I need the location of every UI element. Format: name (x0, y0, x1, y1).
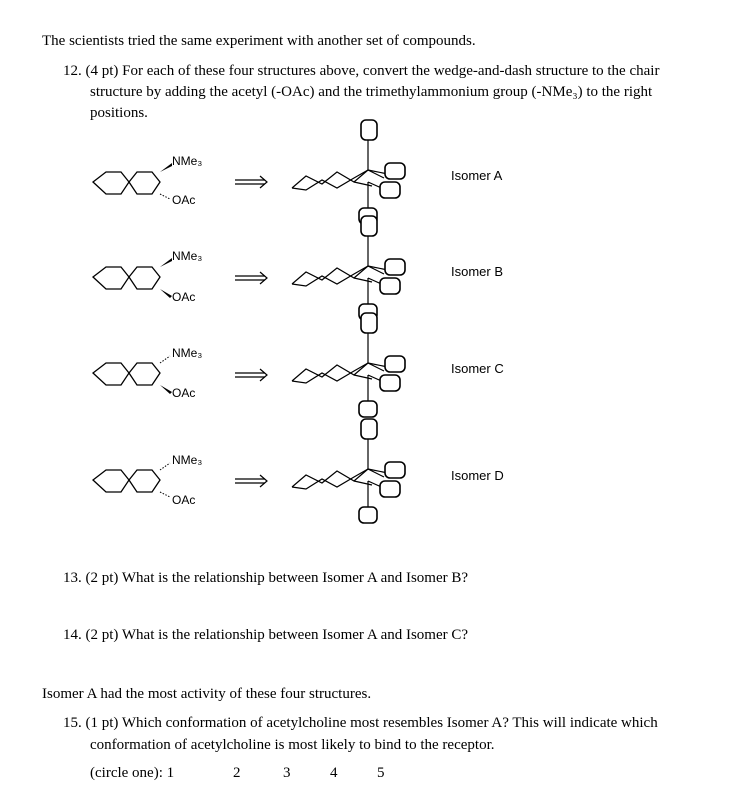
row-d-structure (93, 419, 405, 523)
row-c-label: Isomer C (451, 361, 504, 376)
choice-4[interactable]: 4 (330, 765, 338, 781)
choice-2[interactable]: 2 (233, 765, 241, 781)
circle-one-label: (circle one): 1 (90, 765, 175, 781)
row-c-bottom-group: OAc (172, 386, 196, 400)
question-12-number: 12. (63, 63, 82, 79)
row-a-top-group: NMe₃ (172, 154, 203, 168)
question-15: 15. (1 pt) Which conformation of acetylcholine most resembles Isomer A? This will indicate which conformation of acetylcholine is most likely to bind to the receptor. (63, 715, 658, 753)
row-d-top-group: NMe₃ (172, 453, 203, 467)
row-b-top-group: NMe₃ (172, 249, 203, 263)
row-a-bottom-group: OAc (172, 193, 196, 207)
row-a-structure (93, 120, 405, 224)
row-c-top-group: NMe₃ (172, 346, 203, 360)
row-b-structure (93, 216, 405, 320)
intro-text: The scientists tried the same experiment with another set of compounds. (42, 33, 476, 49)
row-a-label: Isomer A (451, 168, 503, 183)
row-c-structure (93, 313, 405, 417)
activity-note: Isomer A had the most activity of these four structures. (42, 686, 372, 702)
row-b-label: Isomer B (451, 264, 504, 279)
choice-3[interactable]: 3 (283, 765, 291, 781)
row-d-label: Isomer D (451, 468, 504, 483)
row-d-bottom-group: OAc (172, 493, 196, 507)
question-13: 13. (2 pt) What is the relationship between Isomer A and Isomer B? (63, 570, 469, 586)
question-12-text: (4 pt) For each of these four structures above, convert the wedge-and-dash structure to the chair structure by adding the acetyl (-OAc) and the trimethylammonium group (-NMe₃) to the right positions. (85, 63, 660, 121)
question-14: 14. (2 pt) What is the relationship between Isomer A and Isomer C? (63, 627, 469, 643)
choice-5[interactable]: 5 (377, 765, 385, 781)
row-b-bottom-group: OAc (172, 290, 196, 304)
